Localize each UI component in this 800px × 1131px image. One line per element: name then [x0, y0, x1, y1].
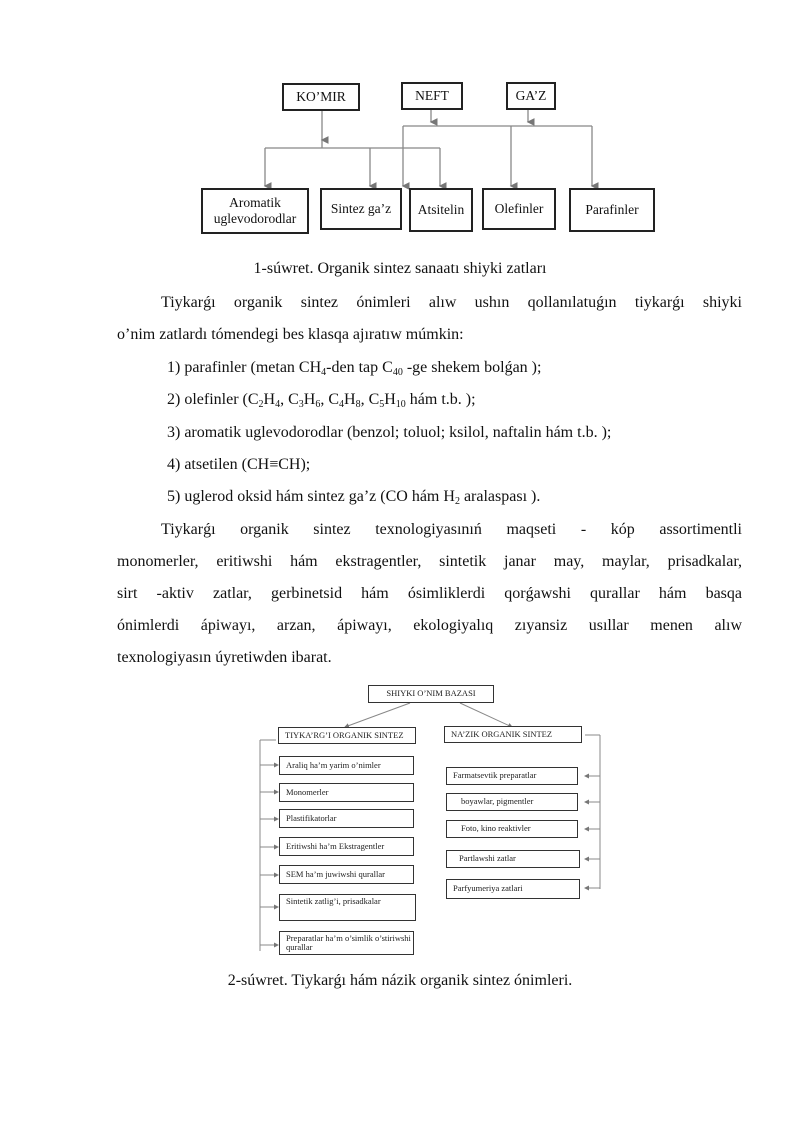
paragraph2-line2: monomerler, eritiwshi hám ekstragentler, sintetik janar may, maylar, prisadkalar, — [117, 553, 742, 570]
left-item-5: SEM ha’m juwiwshi qurallar — [279, 865, 414, 884]
figure1-diagram — [195, 78, 665, 238]
root-box: SHIYKI O’NIM BAZASI — [368, 685, 494, 703]
right-item-5: Parfyumeriya zatlari — [446, 879, 580, 899]
right-item-1: Farmatsevtik preparatlar — [446, 767, 578, 785]
list-item-3: 3) aromatik uglevodorodlar (benzol; toluol; ksilol, naftalin hám t.b. ); — [167, 424, 612, 441]
olefinler-box: Olefinler — [482, 188, 556, 230]
right-item-2: boyawlar, pigmentler — [446, 793, 578, 811]
left-item-2: Monomerler — [279, 783, 414, 802]
atsitelin-box: Atsitelin — [409, 188, 473, 232]
paragraph2-line3: sirt -aktiv zatlar, gerbinetsid hám ósimliklerdi qorǵawshi qurallar hám basqa — [117, 585, 742, 602]
paragraph2-line1: Tiykarǵı organik sintez texnologiyasınıń maqseti - kóp assortimentli — [161, 521, 742, 538]
list-item-5: 5) uglerod oksid hám sintez ga’z (CO hám $H_2$ aralaspası ). — [167, 488, 541, 507]
aromatik-box: Aromatik uglevodorodlar — [201, 188, 309, 234]
figure2-diagram — [250, 683, 610, 958]
left-header-box: TIYKA’RG’I ORGANIK SINTEZ — [278, 727, 416, 744]
list-item-1: 1) parafinler (metan $CH_4$-den tap $C_{40}$ -ge shekem bolǵan ); — [167, 359, 542, 378]
list-item-2: 2) olefinler ($C_2H_4$, $C_3H_6$, $C_4H_8$, $C_5H_{10}$ hám t.b. ); — [167, 391, 476, 410]
left-item-7: Preparatlar ha’m o’simlik o’stiriwshi qurallar — [279, 931, 414, 955]
left-item-6: Sintetik zatlig’i, prisadkalar — [279, 894, 416, 921]
intro-line1: Tiykarǵı organik sintez ónimleri alıw ushın qollanılatuǵın tiykarǵı shiyki — [161, 294, 742, 311]
right-header-box: NA’ZIK ORGANIK SINTEZ — [444, 726, 582, 743]
left-item-4: Eritiwshi ha’m Ekstragentler — [279, 837, 414, 856]
gaz-box: GA’Z — [506, 82, 556, 110]
list-item-4: 4) atsetilen (CH≡CH); — [167, 456, 311, 473]
parafinler-box: Parafinler — [569, 188, 655, 232]
neft-box: NEFT — [401, 82, 463, 110]
komir-box: KO’MIR — [282, 83, 360, 111]
paragraph2-line5: texnologiyasın úyretiwden ibarat. — [117, 649, 332, 666]
right-item-4: Partlawshi zatlar — [446, 850, 580, 868]
left-item-3: Plastifikatorlar — [279, 809, 414, 828]
left-item-1: Araliq ha’m yarim o’nimler — [279, 756, 414, 775]
paragraph2-line4: ónimlerdi ápiwayı, arzan, ápiwayı, ekologiyalıq zıyansiz usıllar menen alıw — [117, 617, 742, 634]
intro-paragraph: o’nim zatlardı tómendegi bes klasqa ajıratıw múmkin: — [117, 326, 464, 343]
figure1-caption: 1-súwret. Organik sintez sanaatı shiyki zatları — [253, 260, 547, 277]
sintez-gaz-box: Sintez ga’z — [320, 188, 402, 230]
figure2-caption: 2-súwret. Tiykarǵı hám názik organik sintez ónimleri. — [227, 972, 573, 989]
right-item-3: Foto, kino reaktivler — [446, 820, 578, 838]
